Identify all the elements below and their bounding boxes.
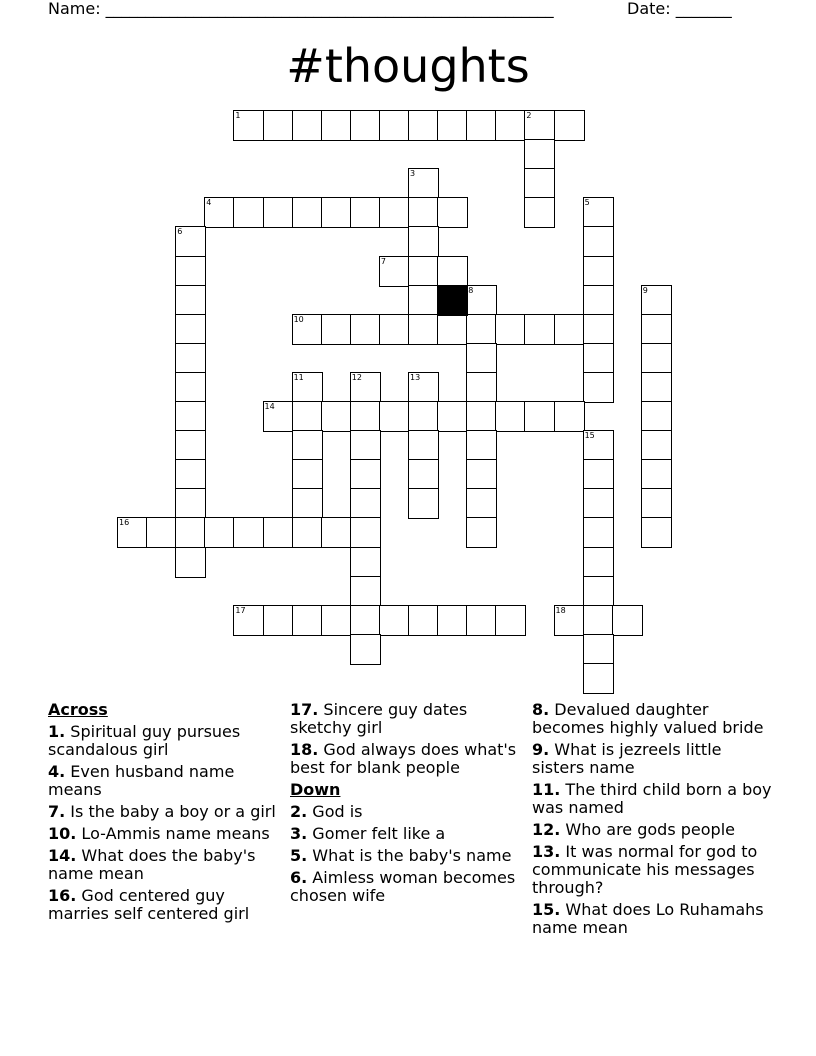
clue-number: 10 <box>293 314 304 324</box>
crossword-cell[interactable] <box>524 401 555 432</box>
crossword-cell[interactable] <box>641 401 672 432</box>
across-heading: Across <box>48 700 108 719</box>
crossword-cell[interactable] <box>466 285 497 316</box>
crossword-cell[interactable] <box>263 517 294 548</box>
crossword-cell[interactable] <box>583 314 614 345</box>
date-label: Date: _______ <box>627 0 732 18</box>
crossword-cell[interactable] <box>554 110 585 141</box>
crossword-cell[interactable] <box>641 430 672 461</box>
crossword-cell[interactable] <box>408 605 439 636</box>
crossword-cell[interactable] <box>263 605 294 636</box>
clue-down <box>532 843 772 897</box>
crossword-cell[interactable] <box>554 605 585 636</box>
crossword-cell[interactable] <box>175 459 206 490</box>
clues-column-2 <box>290 701 526 909</box>
crossword-cell[interactable] <box>321 517 352 548</box>
clue-number: 2 <box>526 111 532 120</box>
crossword-cell[interactable] <box>524 168 555 199</box>
crossword-cell[interactable] <box>466 430 497 461</box>
crossword-cell[interactable] <box>583 576 614 607</box>
crossword-cell[interactable] <box>408 459 439 490</box>
clue-text: Is the baby a boy or a girl <box>65 802 276 821</box>
clue-number-label: 17. <box>290 700 319 719</box>
crossword-cell[interactable] <box>233 197 264 228</box>
crossword-cell[interactable] <box>466 372 497 403</box>
clue-text: Who are gods people <box>560 820 735 839</box>
crossword-cell[interactable] <box>466 343 497 374</box>
clue-number-label: 7. <box>48 802 66 821</box>
clue-text: It was normal for god to communicate his messages through? <box>532 842 758 897</box>
clue-across <box>290 701 526 737</box>
crossword-cell[interactable] <box>437 605 468 636</box>
crossword-cell[interactable] <box>583 343 614 374</box>
crossword-cell[interactable] <box>583 605 614 636</box>
crossword-cell[interactable] <box>233 110 264 141</box>
crossword-cell[interactable] <box>175 517 206 548</box>
crossword-cell[interactable] <box>495 401 526 432</box>
crossword-cell[interactable] <box>379 401 410 432</box>
clue-across <box>48 847 278 883</box>
clue-number-label: 3. <box>290 824 308 843</box>
clue-text: God always does what's best for blank people <box>290 740 517 777</box>
crossword-cell[interactable] <box>321 314 352 345</box>
clue-text: Devalued daughter becomes highly valued bride <box>532 700 764 737</box>
crossword-cell[interactable] <box>175 256 206 287</box>
clue-number: 13 <box>410 372 421 382</box>
crossword-cell[interactable] <box>350 430 381 461</box>
crossword-cell[interactable] <box>146 517 177 548</box>
crossword-cell[interactable] <box>641 488 672 519</box>
crossword-cell[interactable] <box>292 605 323 636</box>
crossword-cell[interactable] <box>292 197 323 228</box>
clue-text: Spiritual guy pursues scandalous girl <box>48 722 241 759</box>
crossword-cell[interactable] <box>175 401 206 432</box>
crossword-cell[interactable] <box>350 576 381 607</box>
clue-number-label: 2. <box>290 802 308 821</box>
crossword-block <box>437 285 468 316</box>
crossword-cell[interactable] <box>437 110 468 141</box>
crossword-cell[interactable] <box>350 488 381 519</box>
crossword-cell[interactable] <box>350 197 381 228</box>
clue-text: Aimless woman becomes chosen wife <box>290 868 516 905</box>
down-heading: Down <box>290 780 341 799</box>
clue-text: God centered guy marries self centered girl <box>48 886 250 923</box>
crossword-cell[interactable] <box>175 547 206 578</box>
crossword-cell[interactable] <box>117 517 148 548</box>
clue-down <box>532 741 772 777</box>
crossword-cell[interactable] <box>583 663 614 694</box>
crossword-cell[interactable] <box>408 256 439 287</box>
crossword-cell[interactable] <box>379 197 410 228</box>
clue-number-label: 16. <box>48 886 77 905</box>
crossword-cell[interactable] <box>379 605 410 636</box>
crossword-cell[interactable] <box>292 430 323 461</box>
crossword-cell[interactable] <box>612 605 643 636</box>
clue-down <box>290 803 526 821</box>
crossword-cell[interactable] <box>583 256 614 287</box>
crossword-cell[interactable] <box>437 197 468 228</box>
clue-across <box>48 763 278 799</box>
crossword-cell[interactable] <box>292 372 323 403</box>
crossword-cell[interactable] <box>175 430 206 461</box>
clue-down <box>532 781 772 817</box>
crossword-cell[interactable] <box>583 634 614 665</box>
crossword-cell[interactable] <box>641 459 672 490</box>
crossword-cell[interactable] <box>350 401 381 432</box>
crossword-cell[interactable] <box>350 110 381 141</box>
clue-number: 16 <box>119 518 130 528</box>
clue-across <box>48 803 278 821</box>
clue-text: The third child born a boy was named <box>532 780 772 817</box>
clue-across <box>48 723 278 759</box>
crossword-cell[interactable] <box>350 634 381 665</box>
crossword-cell[interactable] <box>350 372 381 403</box>
clue-number: 18 <box>555 605 566 615</box>
name-label: Name: ________________________________________________________ <box>48 0 554 18</box>
clue-text: Sincere guy dates sketchy girl <box>290 700 468 737</box>
crossword-cell[interactable] <box>408 110 439 141</box>
crossword-cell[interactable] <box>233 517 264 548</box>
crossword-cell[interactable] <box>408 488 439 519</box>
clue-across <box>48 825 278 843</box>
crossword-cell[interactable] <box>466 110 497 141</box>
clue-number-label: 1. <box>48 722 66 741</box>
clue-number: 1 <box>235 111 241 120</box>
crossword-cell[interactable] <box>175 285 206 316</box>
crossword-cell[interactable] <box>408 226 439 257</box>
clue-text: Even husband name means <box>48 762 235 799</box>
clue-number-label: 4. <box>48 762 66 781</box>
crossword-cell[interactable] <box>408 168 439 199</box>
clue-number-label: 5. <box>290 846 308 865</box>
clue-text: What does the baby's name mean <box>48 846 256 883</box>
crossword-cell[interactable] <box>466 401 497 432</box>
clues-column-1 <box>48 701 278 927</box>
clue-number: 3 <box>410 169 416 179</box>
crossword-cell[interactable] <box>350 459 381 490</box>
clue-number: 9 <box>642 285 648 295</box>
crossword-cell[interactable] <box>204 197 235 228</box>
crossword-cell[interactable] <box>408 372 439 403</box>
clue-down <box>532 701 772 737</box>
clue-number-label: 11. <box>532 780 561 799</box>
crossword-cell[interactable] <box>583 430 614 461</box>
clue-number-label: 13. <box>532 842 561 861</box>
crossword-cell[interactable] <box>175 372 206 403</box>
clue-number: 15 <box>584 431 595 441</box>
crossword-cell[interactable] <box>350 314 381 345</box>
clue-number: 4 <box>206 198 212 208</box>
crossword-cell[interactable] <box>379 110 410 141</box>
crossword-cell[interactable] <box>641 285 672 316</box>
crossword-cell[interactable] <box>466 605 497 636</box>
clue-across <box>290 741 526 777</box>
crossword-cell[interactable] <box>583 547 614 578</box>
crossword-cell[interactable] <box>292 517 323 548</box>
clue-number: 7 <box>380 256 386 266</box>
crossword-cell[interactable] <box>583 197 614 228</box>
crossword-cell[interactable] <box>466 488 497 519</box>
clue-number-label: 6. <box>290 868 308 887</box>
clue-number-label: 8. <box>532 700 550 719</box>
crossword-cell[interactable] <box>321 605 352 636</box>
clue-text: What is the baby's name <box>307 846 512 865</box>
clue-number: 14 <box>264 402 275 411</box>
crossword-cell[interactable] <box>466 517 497 548</box>
crossword-cell[interactable] <box>554 401 585 432</box>
crossword-cell[interactable] <box>408 314 439 345</box>
crossword-cell[interactable] <box>583 285 614 316</box>
crossword-cell[interactable] <box>175 226 206 257</box>
crossword-cell[interactable] <box>437 256 468 287</box>
crossword-cell[interactable] <box>583 226 614 257</box>
clue-number: 8 <box>468 285 474 295</box>
clue-number-label: 18. <box>290 740 319 759</box>
clue-text: What is jezreels little sisters name <box>532 740 722 777</box>
clue-down <box>532 901 772 937</box>
crossword-cell[interactable] <box>437 314 468 345</box>
crossword-cell[interactable] <box>263 110 294 141</box>
crossword-cell[interactable] <box>379 256 410 287</box>
crossword-cell[interactable] <box>583 372 614 403</box>
crossword-cell[interactable] <box>175 343 206 374</box>
clue-number-label: 14. <box>48 846 77 865</box>
crossword-cell[interactable] <box>292 314 323 345</box>
crossword-cell[interactable] <box>437 401 468 432</box>
puzzle-title: #thoughts <box>286 39 530 93</box>
crossword-cell[interactable] <box>641 343 672 374</box>
crossword-cell[interactable] <box>524 197 555 228</box>
crossword-cell[interactable] <box>524 110 555 141</box>
crossword-cell[interactable] <box>175 314 206 345</box>
clue-number-label: 15. <box>532 900 561 919</box>
crossword-cell[interactable] <box>466 459 497 490</box>
clue-number-label: 9. <box>532 740 550 759</box>
clue-text: What does Lo Ruhamahs name mean <box>532 900 764 937</box>
crossword-cell[interactable] <box>292 401 323 432</box>
crossword-cell[interactable] <box>495 314 526 345</box>
crossword-cell[interactable] <box>641 372 672 403</box>
crossword-cell[interactable] <box>379 314 410 345</box>
crossword-cell[interactable] <box>583 517 614 548</box>
crossword-cell[interactable] <box>466 314 497 345</box>
crossword-cell[interactable] <box>263 401 294 432</box>
clue-down <box>290 825 526 843</box>
clue-down <box>290 847 526 865</box>
crossword-cell[interactable] <box>350 547 381 578</box>
crossword-cell[interactable] <box>350 517 381 548</box>
crossword-cell[interactable] <box>292 488 323 519</box>
clue-across <box>48 887 278 923</box>
crossword-cell[interactable] <box>321 401 352 432</box>
clue-number: 17 <box>235 605 246 615</box>
clue-number: 12 <box>351 372 362 382</box>
crossword-cell[interactable] <box>204 517 235 548</box>
crossword-cell[interactable] <box>175 488 206 519</box>
crossword-cell[interactable] <box>495 605 526 636</box>
crossword-cell[interactable] <box>554 314 585 345</box>
clues-column-3 <box>532 701 772 941</box>
clue-number: 6 <box>177 227 183 237</box>
clue-down <box>290 869 526 905</box>
crossword-cell[interactable] <box>233 605 264 636</box>
clue-number-label: 12. <box>532 820 561 839</box>
crossword-cell[interactable] <box>408 285 439 316</box>
clue-number: 5 <box>584 198 590 208</box>
crossword-cell[interactable] <box>321 197 352 228</box>
clue-number: 11 <box>293 372 304 382</box>
crossword-cell[interactable] <box>350 605 381 636</box>
crossword-cell[interactable] <box>321 110 352 141</box>
crossword-cell[interactable] <box>641 314 672 345</box>
crossword-cell[interactable] <box>495 110 526 141</box>
crossword-cell[interactable] <box>583 488 614 519</box>
crossword-cell[interactable] <box>292 110 323 141</box>
crossword-cell[interactable] <box>524 314 555 345</box>
crossword-cell[interactable] <box>641 517 672 548</box>
crossword-cell[interactable] <box>292 459 323 490</box>
crossword-cell[interactable] <box>408 197 439 228</box>
crossword-cell[interactable] <box>583 459 614 490</box>
crossword-cell[interactable] <box>263 197 294 228</box>
clue-text: Lo-Ammis name means <box>76 824 270 843</box>
crossword-cell[interactable] <box>408 430 439 461</box>
clue-text: God is <box>307 802 363 821</box>
clue-down <box>532 821 772 839</box>
crossword-cell[interactable] <box>524 139 555 170</box>
clue-text: Gomer felt like a <box>307 824 446 843</box>
clue-number-label: 10. <box>48 824 77 843</box>
crossword-cell[interactable] <box>408 401 439 432</box>
